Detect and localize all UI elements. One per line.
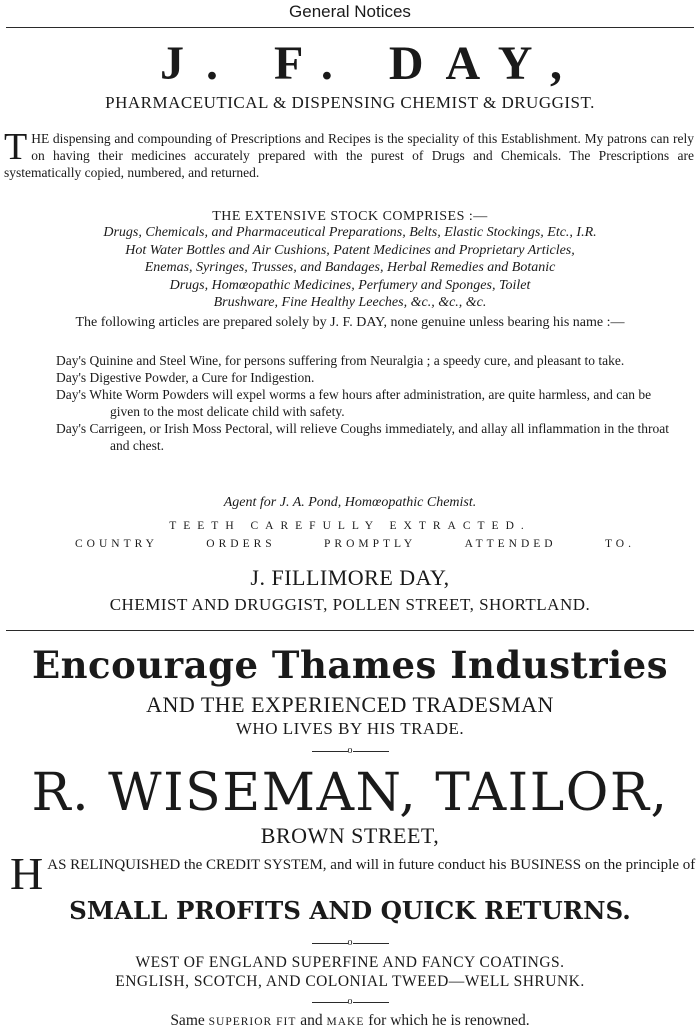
stock-line: Brushware, Fine Healthy Leeches, &c., &c., &c.	[213, 295, 487, 310]
intro-text: HE dispensing and compounding of Prescriptions and Recipes is the speciality of this Establishment. My patrons can rely on having their medicines accurately prepared with the purest of Drugs and Chemicals. The Prescriptions are systematically copied, numbered, and returned.	[4, 131, 694, 180]
stock-heading: THE EXTENSIVE STOCK COMPRISES :—	[212, 209, 488, 224]
country-word: ORDERS	[206, 538, 276, 550]
stock-list	[4, 224, 696, 312]
divider-rule	[6, 27, 694, 28]
day-address: CHEMIST AND DRUGGIST, POLLEN STREET, SHORTLAND.	[109, 595, 591, 614]
stock-line: Drugs, Chemicals, and Pharmaceutical Preparations, Belts, Elastic Stockings, Etc., I.R.	[103, 225, 597, 240]
stock-line: Enemas, Syringes, Trusses, and Bandages, Herbal Remedies and Botanic	[144, 260, 556, 275]
day-full-name: J. FILLIMORE DAY,	[250, 565, 450, 590]
wiseman-tagline: AND THE EXPERIENCED TRADESMAN	[146, 692, 554, 717]
renowned-line	[0, 1011, 700, 1032]
product-item: Day's Digestive Powder, a Cure for Indigestion.	[56, 370, 315, 385]
agent-line: Agent for J. A. Pond, Homœopathic Chemist.	[223, 495, 477, 510]
divider-line	[312, 751, 348, 752]
renowned-text: and	[300, 1012, 323, 1029]
ornament-divider	[0, 938, 700, 948]
coatings-line: WEST OF ENGLAND SUPERFINE AND FANCY COATINGS.	[135, 954, 565, 971]
divider-line	[353, 943, 389, 944]
divider-rule	[6, 630, 694, 631]
drop-cap: H	[10, 848, 44, 899]
section-header: General Notices	[289, 2, 411, 21]
tweed-line: ENGLISH, SCOTCH, AND COLONIAL TWEED—WELL SHRUNK.	[115, 973, 585, 990]
ornament-divider	[0, 746, 700, 756]
prepared-note: The following articles are prepared solely by J. F. DAY, none genuine unless bearing his name :—	[75, 315, 625, 330]
day-advert-title: J. F. DAY,	[159, 37, 585, 90]
product-item: Day's Carrigeen, or Irish Moss Pectoral, will relieve Coughs immediately, and allay all inflammation in the throat and chest.	[56, 421, 670, 453]
divider-mark: o	[347, 745, 353, 756]
wiseman-notice	[10, 848, 698, 899]
wiseman-slogan: SMALL PROFITS AND QUICK RETURNS.	[69, 896, 631, 925]
wiseman-headline: Encourage Thames Industries	[31, 643, 669, 687]
country-word: TO.	[604, 538, 635, 550]
product-item: Day's Quinine and Steel Wine, for persons suffering from Neuralgia ; a speedy cure, and pleasant to take.	[56, 353, 625, 368]
country-word: ATTENDED	[464, 538, 557, 550]
wiseman-street: BROWN STREET,	[260, 823, 440, 848]
divider-line	[353, 751, 389, 752]
day-intro-paragraph	[4, 126, 694, 181]
notice-text: AS RELINQUISHED the CREDIT SYSTEM, and will in future conduct his BUSINESS on the principle of	[47, 857, 696, 873]
divider-mark: o	[347, 996, 353, 1007]
country-word: COUNTRY	[75, 538, 158, 550]
divider-mark: o	[347, 937, 353, 948]
stock-line: Drugs, Homœopathic Medicines, Perfumery and Sponges, Toilet	[169, 277, 531, 293]
product-list	[56, 352, 676, 454]
renowned-smallcaps: SUPERIOR FIT	[208, 1016, 297, 1028]
teeth-notice: TEETH CAREFULLY EXTRACTED.	[169, 520, 531, 532]
wiseman-tagline-2: WHO LIVES BY HIS TRADE.	[235, 719, 465, 738]
renowned-text: for which he is renowned.	[368, 1012, 530, 1029]
wiseman-name: R. WISEMAN, TAILOR,	[31, 763, 669, 823]
country-word: PROMPTLY	[324, 538, 417, 550]
drop-cap: T	[4, 126, 28, 168]
country-orders-line	[75, 536, 635, 552]
divider-line	[353, 1002, 389, 1003]
divider-line	[312, 1002, 348, 1003]
product-item: Day's White Worm Powders will expel worms a few hours after administration, are quite harmless, and can be given to the most delicate child with safety.	[56, 387, 652, 419]
renowned-text: Same	[170, 1012, 205, 1029]
renowned-smallcaps: MAKE	[326, 1016, 365, 1028]
ornament-divider	[0, 997, 700, 1007]
stock-line: Hot Water Bottles and Air Cushions, Patent Medicines and Proprietary Articles,	[125, 242, 575, 258]
divider-line	[312, 943, 348, 944]
day-advert-subtitle: PHARMACEUTICAL & DISPENSING CHEMIST & DRUGGIST.	[105, 93, 595, 112]
